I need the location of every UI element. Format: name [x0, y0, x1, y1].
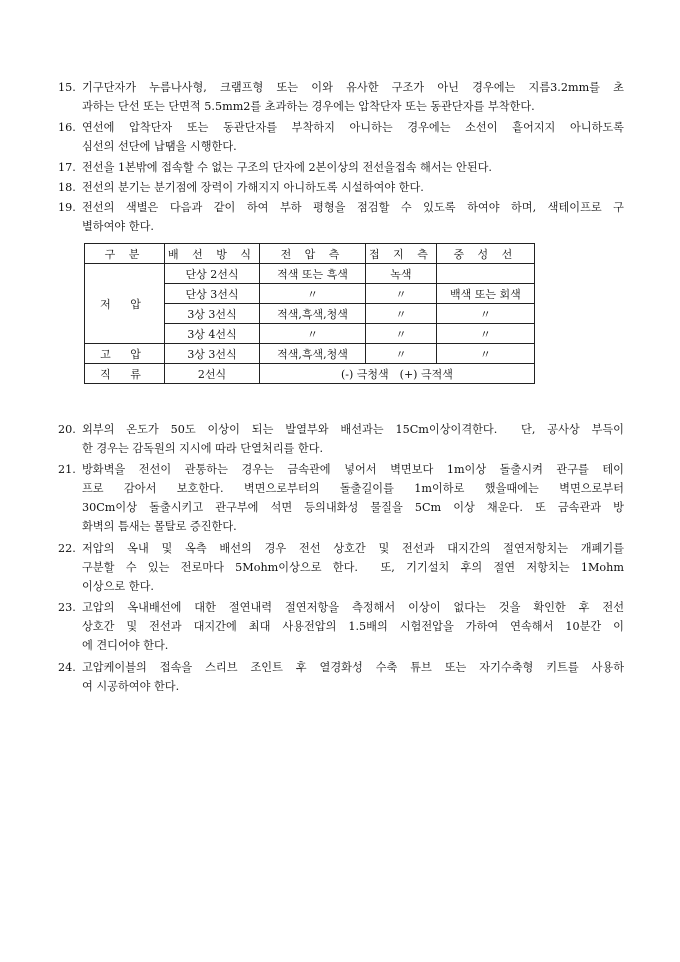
neutral-cell [436, 264, 534, 284]
clause-line: 전선의 분기는 분기점에 장력이 가해지지 아니하도록 시설하여야 한다. [82, 181, 424, 194]
method-cell: 2선식 [165, 364, 260, 384]
clause-number: 18. [58, 181, 76, 194]
clause-21 [58, 460, 624, 536]
clause-number: 17. [58, 161, 76, 174]
clause-line: 구분할 수 있는 전로마다 5Mohm이상으로 한다. 또, 기기설치 후의 절연 저항치는 1Mohm [82, 561, 624, 574]
neutral-cell: 〃 [436, 344, 534, 364]
clause-line: 과하는 단선 또는 단면적 5.5mm2를 초과하는 경우에는 압착단자 또는 동관단자를 부착한다. [82, 100, 535, 113]
clause-line: 30Cm이상 돌출시키고 관구부에 석면 등의내화성 물질을 5Cm 이상 채운다. 또 금속관과 방 [82, 501, 624, 514]
ground-cell: 〃 [366, 324, 437, 344]
method-cell: 단상 3선식 [165, 284, 260, 304]
clause-line: 한 경우는 감독원의 지시에 따라 단열처리를 한다. [82, 442, 324, 455]
table-header-row [85, 244, 535, 264]
clause-line: 고압케이블의 접속을 스리브 조인트 후 열경화성 수축 튜브 또는 자기수축형 키트를 사용하 [82, 661, 624, 674]
method-cell: 3상 3선식 [165, 344, 260, 364]
header-cell: 배 선 방 식 [165, 244, 260, 264]
ground-cell: 〃 [366, 304, 437, 324]
clause-line: 고압의 옥내배선에 대한 절연내력 절연저항을 측정해서 이상이 없다는 것을 확인한 후 전선 [82, 601, 624, 614]
clause-line: 외부의 온도가 50도 이상이 되는 발열부와 배선과는 15Cm이상이격한다. 단, 공사상 부득이 [82, 423, 624, 436]
clause-16 [58, 118, 624, 156]
method-cell: 3상 3선식 [165, 304, 260, 324]
clause-20 [58, 420, 624, 458]
clause-line: 전선의 색별은 다음과 같이 하여 부하 평형을 점검할 수 있도록 하여야 하며, 색테이프로 구 [82, 201, 624, 214]
clause-number: 23. [58, 601, 76, 614]
voltage-cell: 적색,흑색,청색 [260, 344, 366, 364]
table-row [85, 344, 535, 364]
header-cell: 구 분 [85, 244, 165, 264]
clause-22 [58, 539, 624, 596]
clause-17 [58, 158, 624, 177]
clause-line: 프로 감아서 보호한다. 벽면으로부터의 돌출길이를 1m이하로 했을때에는 벽면으로부터 [82, 482, 624, 495]
clause-number: 22. [58, 542, 76, 555]
clause-number: 15. [58, 81, 76, 94]
dc-label: 직 류 [85, 364, 165, 384]
neutral-cell: 〃 [436, 304, 534, 324]
ground-cell: 〃 [366, 344, 437, 364]
ground-cell: 녹색 [366, 264, 437, 284]
clause-line: 여 시공하여야 한다. [82, 680, 180, 693]
header-cell: 접 지 측 [366, 244, 437, 264]
header-cell: 중 성 선 [436, 244, 534, 264]
table-row [85, 264, 535, 284]
ground-cell: 〃 [366, 284, 437, 304]
clause-line: 심선의 선단에 납땜을 시행한다. [82, 140, 237, 153]
clause-24 [58, 658, 624, 696]
clause-number: 16. [58, 121, 76, 134]
method-cell: 3상 4선식 [165, 324, 260, 344]
voltage-cell: 적색 또는 흑색 [260, 264, 366, 284]
clause-line: 이상으로 한다. [82, 580, 154, 593]
method-cell: 단상 2선식 [165, 264, 260, 284]
clause-number: 24. [58, 661, 76, 674]
low-voltage-label: 저 압 [85, 264, 165, 344]
clause-line: 저압의 옥내 및 옥측 배선의 경우 전선 상호간 및 전선과 대지간의 절연저항치는 개폐기를 [82, 542, 624, 555]
clause-line: 상호간 및 전선과 대지간에 최대 사용전압의 1.5배의 시험전압을 가하여 연속해서 10분간 이 [82, 620, 624, 633]
wire-color-table [84, 243, 535, 384]
dc-colors-cell: (-) 극청색 (+) 극적색 [260, 364, 535, 384]
clause-line: 연선에 압착단자 또는 동관단자를 부착하지 아니하는 경우에는 소선이 흩어지지 아니하도록 [82, 121, 624, 134]
clause-number: 21. [58, 463, 76, 476]
clause-line: 전선을 1본밖에 접속할 수 없는 구조의 단자에 2본이상의 전선을접속 해서는 안된다. [82, 161, 492, 174]
table-row [85, 364, 535, 384]
clause-18 [58, 178, 624, 197]
voltage-cell: 적색,흑색,청색 [260, 304, 366, 324]
clause-line: 기구단자가 누름나사형, 크램프형 또는 이와 유사한 구조가 아닌 경우에는 지름3.2mm를 초 [82, 81, 624, 94]
neutral-cell: 백색 또는 회색 [436, 284, 534, 304]
clause-line: 별하여야 한다. [82, 220, 154, 233]
clause-19 [58, 198, 624, 236]
clause-number: 19. [58, 201, 76, 214]
neutral-cell: 〃 [436, 324, 534, 344]
header-cell: 전 압 측 [260, 244, 366, 264]
clause-line: 방화벽을 전선이 관통하는 경우는 금속관에 넣어서 벽면보다 1m이상 돌출시켜 관구를 테이 [82, 463, 624, 476]
voltage-cell: 〃 [260, 324, 366, 344]
clause-line: 화벽의 틈새는 몰탈로 증진한다. [82, 520, 237, 533]
clause-15 [58, 78, 624, 116]
clause-number: 20. [58, 423, 76, 436]
high-voltage-label: 고 압 [85, 344, 165, 364]
voltage-cell: 〃 [260, 284, 366, 304]
clause-23 [58, 598, 624, 655]
clause-line: 에 견디어야 한다. [82, 639, 169, 652]
